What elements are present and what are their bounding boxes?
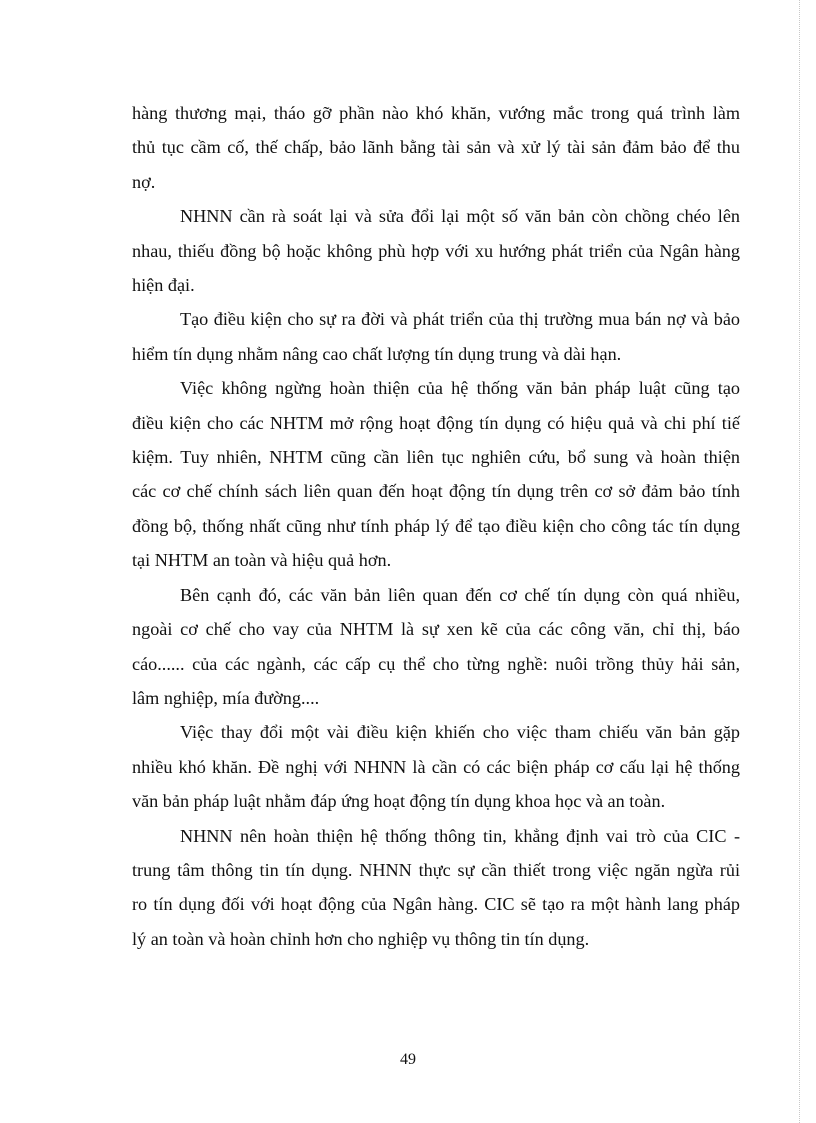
text-line: hiện đại. (132, 275, 195, 296)
text-line: cáo...... của các ngành, các cấp cụ thể cho từng nghề: nuôi trồng thủy hải sản, (132, 653, 740, 674)
text-line: ro tín dụng đối với hoạt động của Ngân hàng. CIC sẽ tạo ra một hành lang pháp (132, 894, 740, 915)
paragraph (132, 715, 740, 818)
text-line: NHNN cần rà soát lại và sửa đổi lại một số văn bản còn chồng chéo lên (180, 206, 740, 227)
page-number: 49 (400, 1051, 416, 1068)
text-line: nợ. (132, 171, 156, 192)
text-line: nhau, thiếu đồng bộ hoặc không phù hợp với xu hướng phát triển của Ngân hàng (132, 240, 740, 261)
paragraph (132, 96, 740, 199)
text-line: kiệm. Tuy nhiên, NHTM cũng cần liên tục nghiên cứu, bổ sung và hoàn thiện (132, 447, 740, 468)
text-line: Việc không ngừng hoàn thiện của hệ thống văn bản pháp luật cũng tạo (180, 378, 740, 399)
text-line: hàng thương mại, tháo gỡ phần nào khó khăn, vướng mắc trong quá trình làm (132, 103, 740, 123)
text-line: lý an toàn và hoàn chỉnh hơn cho nghiệp vụ thông tin tín dụng. (132, 928, 590, 949)
text-line: trung tâm thông tin tín dụng. NHNN thực sự cần thiết trong việc ngăn ngừa rủi (132, 859, 740, 880)
text-line: văn bản pháp luật nhằm đáp ứng hoạt động tín dụng khoa học và an toàn. (132, 791, 666, 812)
body-text (132, 96, 740, 956)
paragraph (132, 199, 740, 302)
text-line: lâm nghiệp, mía đường.... (132, 687, 320, 708)
text-line: tại NHTM an toàn và hiệu quả hơn. (132, 550, 392, 571)
text-line: ngoài cơ chế cho vay của NHTM là sự xen kẽ của các công văn, chỉ thị, báo (132, 619, 740, 640)
paragraph (132, 371, 740, 577)
text-line: NHNN nên hoàn thiện hệ thống thông tin, khẳng định vai trò của CIC - (180, 825, 740, 846)
paragraph (132, 302, 740, 371)
paragraph (132, 819, 740, 957)
text-line: các cơ chế chính sách liên quan đến hoạt động tín dụng trên cơ sở đảm bảo tính (132, 481, 740, 502)
text-line: đồng bộ, thống nhất cũng như tính pháp lý để tạo điều kiện cho công tác tín dụng (132, 515, 740, 536)
text-line: điều kiện cho các NHTM mở rộng hoạt động tín dụng có hiệu quả và chi phí tiế (132, 412, 740, 433)
text-line: Việc thay đổi một vài điều kiện khiến cho việc tham chiếu văn bản gặp (180, 722, 740, 743)
text-line: hiểm tín dụng nhằm nâng cao chất lượng tín dụng trung và dài hạn. (132, 343, 622, 364)
text-line: Bên cạnh đó, các văn bản liên quan đến cơ chế tín dụng còn quá nhiều, (180, 584, 740, 605)
page-edge-divider (799, 0, 814, 1123)
text-line: nhiều khó khăn. Đề nghị với NHNN là cần có các biện pháp cơ cấu lại hệ thống (132, 756, 740, 777)
text-line: Tạo điều kiện cho sự ra đời và phát triển của thị trường mua bán nợ và bảo (180, 309, 740, 330)
paragraph (132, 578, 740, 716)
text-line: thủ tục cầm cố, thế chấp, bảo lãnh bằng tài sản và xử lý tài sản đảm bảo để thu (132, 137, 740, 158)
